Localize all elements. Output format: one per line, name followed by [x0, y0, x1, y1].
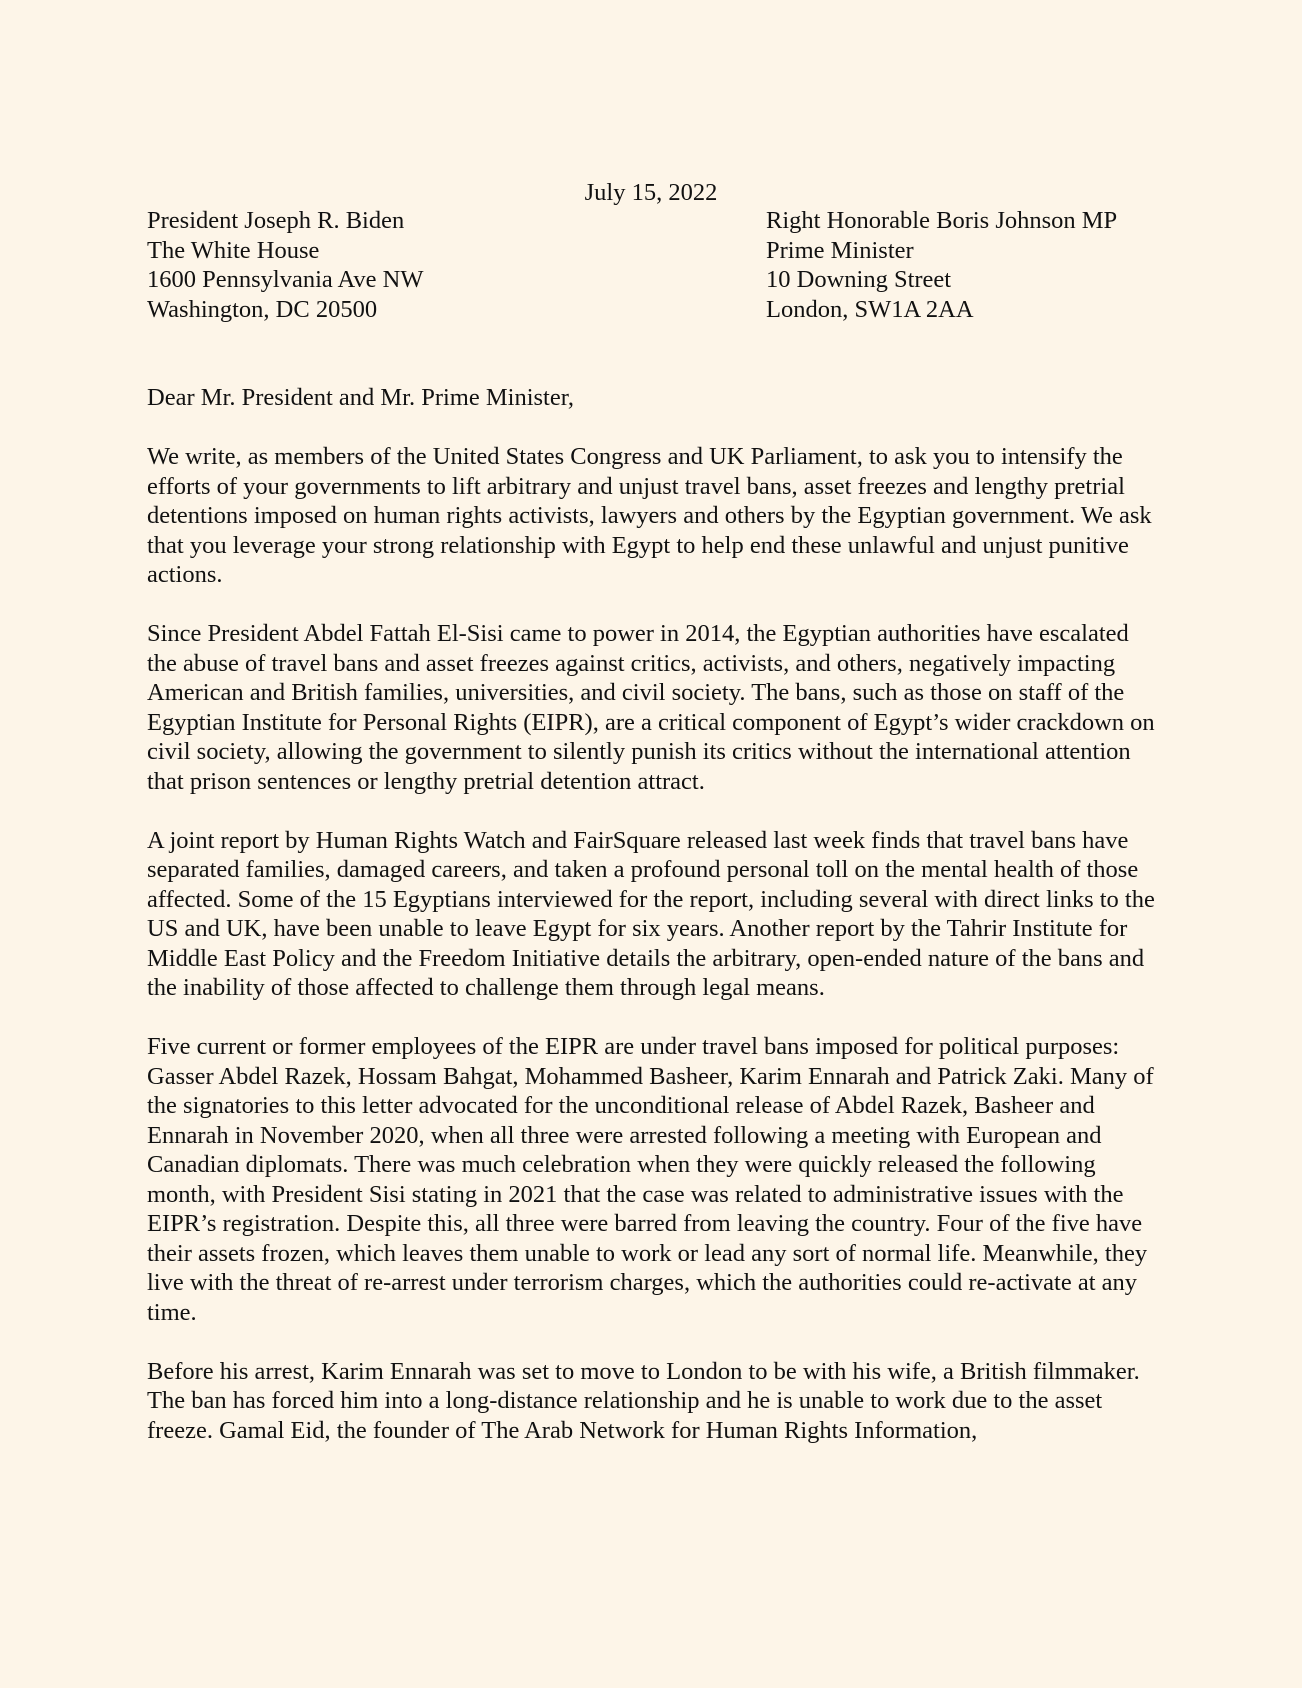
- recipient-us-street: 1600 Pennsylvania Ave NW: [147, 266, 424, 293]
- recipient-us-name: President Joseph R. Biden: [147, 207, 405, 234]
- recipient-uk-office: Prime Minister: [766, 236, 914, 264]
- recipient-uk-street: 10 Downing Street: [766, 266, 952, 293]
- paragraph-1: We write, as members of the United States Congress and UK Parliament, to ask you to intensify the efforts of your governments to lift arbitrary and unjust travel bans, asset freezes and lengthy pretrial detentions imposed on human rights activists, lawyers and others by the Egyptian government. We ask that you leverage your strong relationship with Egypt to help end these unlawful and unjust punitive actions.: [147, 443, 1152, 588]
- recipient-uk-city: London, SW1A 2AA: [766, 295, 974, 323]
- paragraph-3: A joint report by Human Rights Watch and FairSquare released last week finds that travel bans have separated families, damaged careers, and taken a profound personal toll on the mental health of those affected. Some of the 15 Egyptians interviewed for the report, including several with direct links to the US and UK, have been unable to leave Egypt for six years. Another report by the Tahrir Institute for Middle East Policy and the Freedom Initiative details the arbitrary, open-ended nature of the bans and the inability of those affected to challenge them through legal means.: [147, 826, 1155, 1001]
- letter-body: [147, 383, 1160, 1475]
- salutation: Dear Mr. President and Mr. Prime Minister,: [147, 384, 575, 411]
- recipient-uk-name: Right Honorable Boris Johnson MP: [766, 207, 1118, 234]
- recipient-address-uk: [766, 206, 1117, 324]
- paragraph-4: Five current or former employees of the EIPR are under travel bans imposed for political purposes: Gasser Abdel Razek, Hossam Bahgat, Mohammed Basheer, Karim Ennarah and Patrick Zaki. Many of the signatories to this letter advocated for the unconditional release of Abdel Razek, Basheer and Ennarah in November 2020, when all three were arrested following a meeting with European and Canadian diplomats. There was much celebration when they were quickly released the following month, with President Sisi stating in 2021 that the case was related to administrative issues with the EIPR’s registration. Despite this, all three were barred from leaving the country. Four of the five have their assets frozen, which leaves them unable to work or lead any sort of normal life. Meanwhile, they live with the threat of re-arrest under terrorism charges, which the authorities could re-activate at any time.: [147, 1033, 1154, 1326]
- recipient-address-us: [147, 206, 424, 324]
- paragraph-2: Since President Abdel Fattah El-Sisi came to power in 2014, the Egyptian authorities have escalated the abuse of travel bans and asset freezes against critics, activists, and others, negatively impacting American and British families, universities, and civil society. The bans, such as those on staff of the Egyptian Institute for Personal Rights (EIPR), are a critical component of Egypt’s wider crackdown on civil society, allowing the government to silently punish its critics without the international attention that prison sentences or lengthy pretrial detention attract.: [147, 620, 1155, 795]
- paragraph-5: Before his arrest, Karim Ennarah was set to move to London to be with his wife, a British filmmaker. The ban has forced him into a long-distance relationship and he is unable to work due to the asset freeze. Gamal Eid, the founder of The Arab Network for Human Rights Information,: [147, 1357, 1140, 1444]
- letter-date: July 15, 2022: [584, 179, 718, 206]
- recipient-us-office: The White House: [147, 236, 320, 264]
- recipient-us-city: Washington, DC 20500: [147, 295, 378, 323]
